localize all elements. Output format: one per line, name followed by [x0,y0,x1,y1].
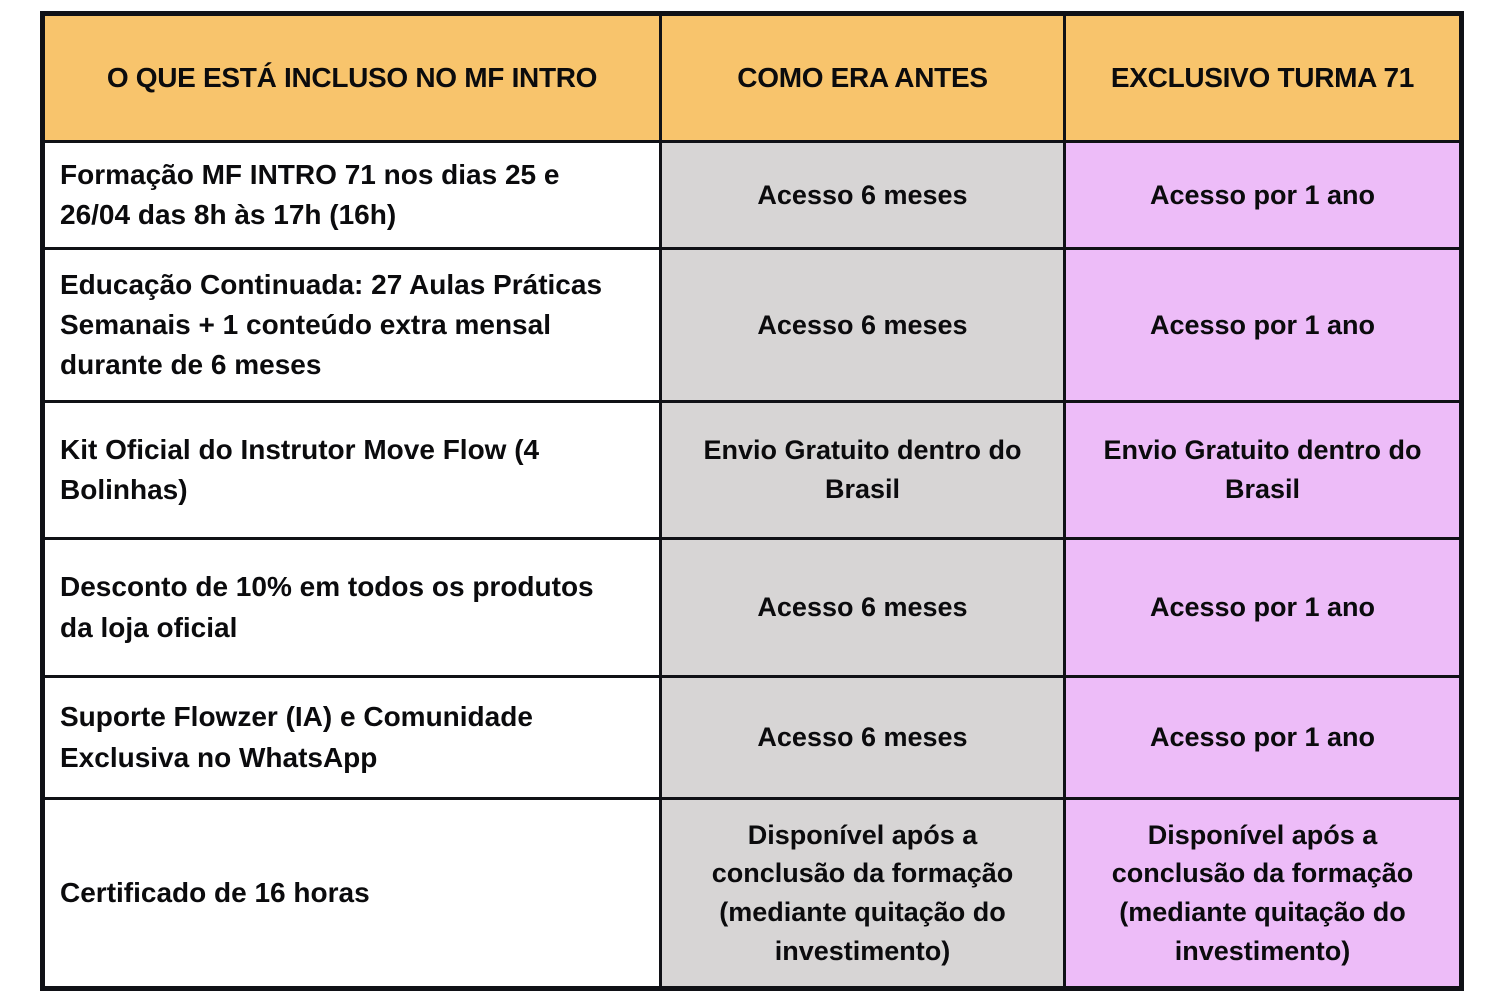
feature-cell: Desconto de 10% em todos os produtos da loja oficial [43,539,661,677]
table-row [43,539,1462,677]
exclusive-cell: Acesso por 1 ano [1065,677,1462,799]
before-cell: Acesso 6 meses [661,677,1065,799]
before-cell: Disponível após a conclusão da formação (mediante quitação do investimento) [661,799,1065,989]
exclusive-cell: Acesso por 1 ano [1065,249,1462,402]
comparison-table [40,11,1464,991]
table-body [43,142,1462,989]
exclusive-cell: Envio Gratuito dentro do Brasil [1065,402,1462,539]
feature-cell: Educação Continuada: 27 Aulas Práticas Semanais + 1 conteúdo extra mensal durante de 6 meses [43,249,661,402]
before-cell: Acesso 6 meses [661,539,1065,677]
feature-cell: Formação MF INTRO 71 nos dias 25 e 26/04 das 8h às 17h (16h) [43,142,661,249]
table-row [43,142,1462,249]
table-row [43,799,1462,989]
table-row [43,402,1462,539]
exclusive-cell: Disponível após a conclusão da formação (mediante quitação do investimento) [1065,799,1462,989]
table-row [43,677,1462,799]
before-cell: Envio Gratuito dentro do Brasil [661,402,1065,539]
column-header-included: O QUE ESTÁ INCLUSO NO MF INTRO [43,14,661,142]
comparison-table-wrapper [40,11,1459,986]
before-cell: Acesso 6 meses [661,142,1065,249]
exclusive-cell: Acesso por 1 ano [1065,539,1462,677]
feature-cell: Suporte Flowzer (IA) e Comunidade Exclusiva no WhatsApp [43,677,661,799]
exclusive-cell: Acesso por 1 ano [1065,142,1462,249]
feature-cell: Kit Oficial do Instrutor Move Flow (4 Bolinhas) [43,402,661,539]
table-header [43,14,1462,142]
column-header-exclusive: EXCLUSIVO TURMA 71 [1065,14,1462,142]
before-cell: Acesso 6 meses [661,249,1065,402]
column-header-before: COMO ERA ANTES [661,14,1065,142]
table-row [43,249,1462,402]
feature-cell: Certificado de 16 horas [43,799,661,989]
header-row [43,14,1462,142]
